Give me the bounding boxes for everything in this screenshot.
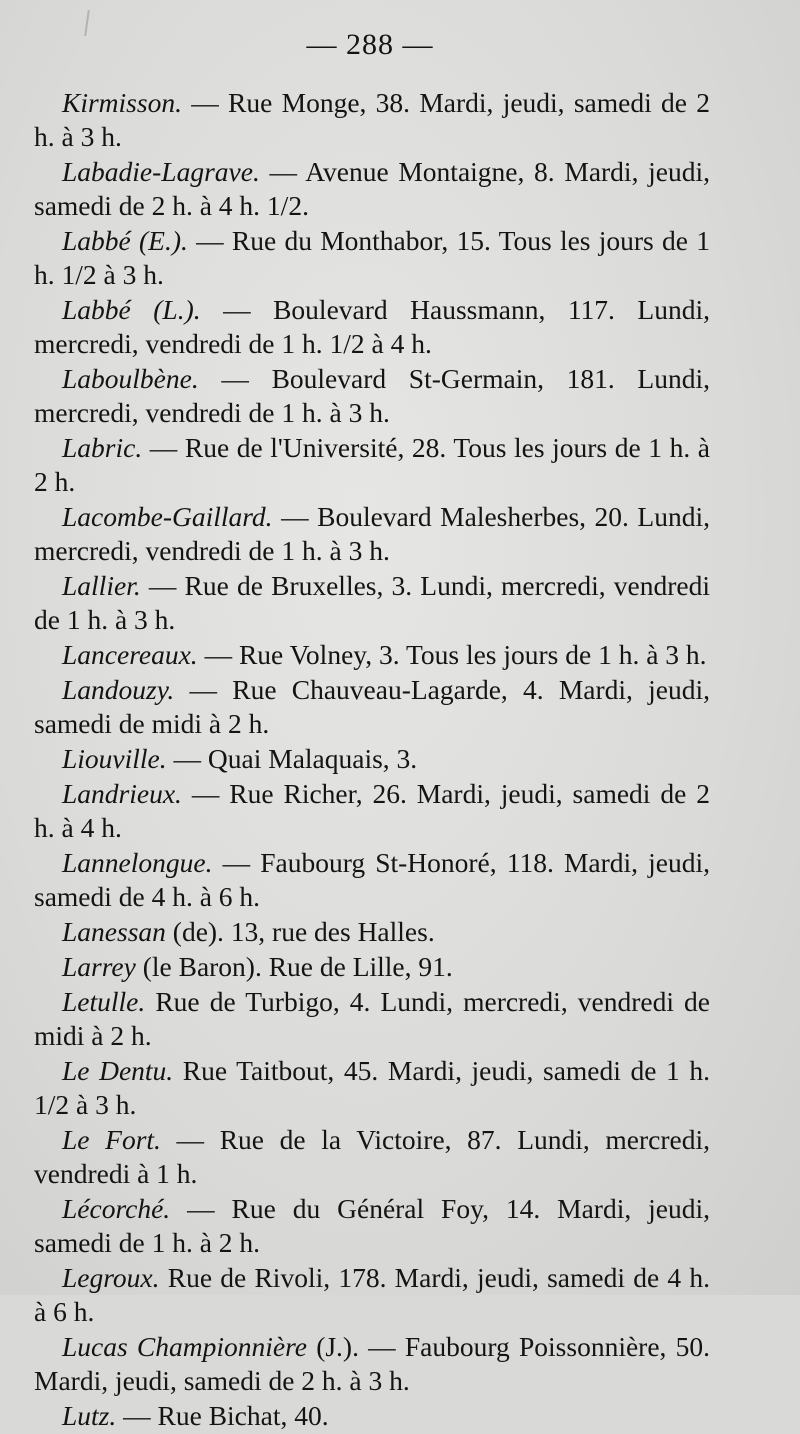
directory-entry bbox=[34, 500, 710, 568]
entry-details: — Rue Bichat, 40. bbox=[116, 1400, 329, 1431]
directory-entry bbox=[34, 1123, 710, 1191]
entry-details: (J.). — Faubourg Poissonnière, 50. Mardi, jeudi, samedi de 2 h. à 3 h. bbox=[34, 1331, 710, 1396]
entry-details: — Faubourg St-Honoré, 118. Mardi, jeudi, samedi de 4 h. à 6 h. bbox=[34, 847, 710, 912]
entry-name: Lallier. bbox=[62, 570, 141, 601]
directory-entry bbox=[34, 224, 710, 292]
entry-name: Larrey bbox=[62, 951, 136, 982]
entry-name: Landrieux. bbox=[62, 778, 182, 809]
directory-entry bbox=[34, 846, 710, 914]
directory-entry bbox=[34, 915, 710, 949]
directory-entry bbox=[34, 569, 710, 637]
page-number: — 288 — bbox=[306, 28, 434, 61]
entry-name: Laboulbène. bbox=[62, 363, 199, 394]
entry-details: — Rue Volney, 3. Tous les jours de 1 h. à 3 h. bbox=[197, 639, 707, 670]
directory-entry bbox=[34, 1261, 710, 1329]
entry-details: Rue Taitbout, 45. Mardi, jeudi, samedi de 1 h. 1/2 à 3 h. bbox=[34, 1055, 710, 1120]
entry-name: Labbé (L.). bbox=[62, 294, 201, 325]
directory-entry bbox=[34, 985, 710, 1053]
directory-entry bbox=[34, 950, 710, 984]
entry-details: (de). 13, rue des Halles. bbox=[165, 916, 435, 947]
entry-name: Lécorché. bbox=[62, 1193, 171, 1224]
entry-name: Lannelongue. bbox=[62, 847, 213, 878]
entry-details: — Rue du Monthabor, 15. Tous les jours de 1 h. 1/2 à 3 h. bbox=[34, 225, 710, 290]
entry-name: Liouville. bbox=[62, 743, 167, 774]
entry-details: — Quai Malaquais, 3. bbox=[166, 743, 418, 774]
directory-entry bbox=[34, 1330, 710, 1398]
directory-entry bbox=[34, 1192, 710, 1260]
entry-name: Lancereaux. bbox=[62, 639, 198, 670]
entry-name: Kirmisson. bbox=[62, 87, 182, 118]
entry-details: — Rue Chauveau-Lagarde, 4. Mardi, jeudi, samedi de midi à 2 h. bbox=[34, 674, 710, 739]
entry-details: (le Baron). Rue de Lille, 91. bbox=[135, 951, 453, 982]
entry-name: Labric. bbox=[62, 432, 143, 463]
entry-details: — Rue Richer, 26. Mardi, jeudi, samedi de 2 h. à 4 h. bbox=[34, 778, 710, 843]
directory-entry bbox=[34, 155, 710, 223]
entry-name: Lucas Championnière bbox=[62, 1331, 307, 1362]
entry-details: — Boulevard Haussmann, 117. Lundi, mercredi, vendredi de 1 h. 1/2 à 4 h. bbox=[34, 294, 710, 359]
entry-details: — Rue Monge, 38. Mardi, jeudi, samedi de 2 h. à 3 h. bbox=[34, 87, 710, 152]
entry-name: Lanessan bbox=[62, 916, 166, 947]
entry-details: Rue de Rivoli, 178. Mardi, jeudi, samedi de 4 h. à 6 h. bbox=[34, 1262, 710, 1327]
entry-details: — Rue de l'Université, 28. Tous les jours de 1 h. à 2 h. bbox=[34, 432, 710, 497]
entry-name: Lutz. bbox=[62, 1400, 117, 1431]
entry-name: Letulle. bbox=[62, 986, 146, 1017]
directory-entry bbox=[34, 362, 710, 430]
directory-entry bbox=[34, 777, 710, 845]
entry-name: Labadie-Lagrave. bbox=[62, 156, 260, 187]
entry-name: Lacombe-Gaillard. bbox=[62, 501, 273, 532]
entry-details: Rue de Turbigo, 4. Lundi, mercredi, vendredi de midi à 2 h. bbox=[34, 986, 710, 1051]
entry-name: Le Fort. bbox=[62, 1124, 161, 1155]
entry-name: Labbé (E.). bbox=[62, 225, 188, 256]
directory-entry bbox=[34, 742, 710, 776]
directory-entry bbox=[34, 86, 710, 154]
directory-entry bbox=[34, 673, 710, 741]
directory-entry bbox=[34, 638, 710, 672]
entry-name: Legroux. bbox=[62, 1262, 160, 1293]
directory-entry bbox=[34, 1399, 710, 1433]
entry-details: — Rue du Général Foy, 14. Mardi, jeudi, samedi de 1 h. à 2 h. bbox=[34, 1193, 710, 1258]
entry-details: — Rue de Bruxelles, 3. Lundi, mercredi, vendredi de 1 h. à 3 h. bbox=[34, 570, 710, 635]
entry-details: — Rue de la Victoire, 87. Lundi, mercredi, vendredi à 1 h. bbox=[34, 1124, 710, 1189]
entry-details: — Boulevard St-Germain, 181. Lundi, mercredi, vendredi de 1 h. à 3 h. bbox=[34, 363, 710, 428]
entry-name: Landouzy. bbox=[62, 674, 175, 705]
directory-entry bbox=[34, 1054, 710, 1122]
entry-details: — Avenue Montaigne, 8. Mardi, jeudi, samedi de 2 h. à 4 h. 1/2. bbox=[34, 156, 710, 221]
directory-entries bbox=[34, 86, 710, 1434]
directory-entry bbox=[34, 293, 710, 361]
directory-entry bbox=[34, 431, 710, 499]
entry-details: — Boulevard Malesherbes, 20. Lundi, mercredi, vendredi de 1 h. à 3 h. bbox=[34, 501, 710, 566]
entry-name: Le Dentu. bbox=[62, 1055, 174, 1086]
